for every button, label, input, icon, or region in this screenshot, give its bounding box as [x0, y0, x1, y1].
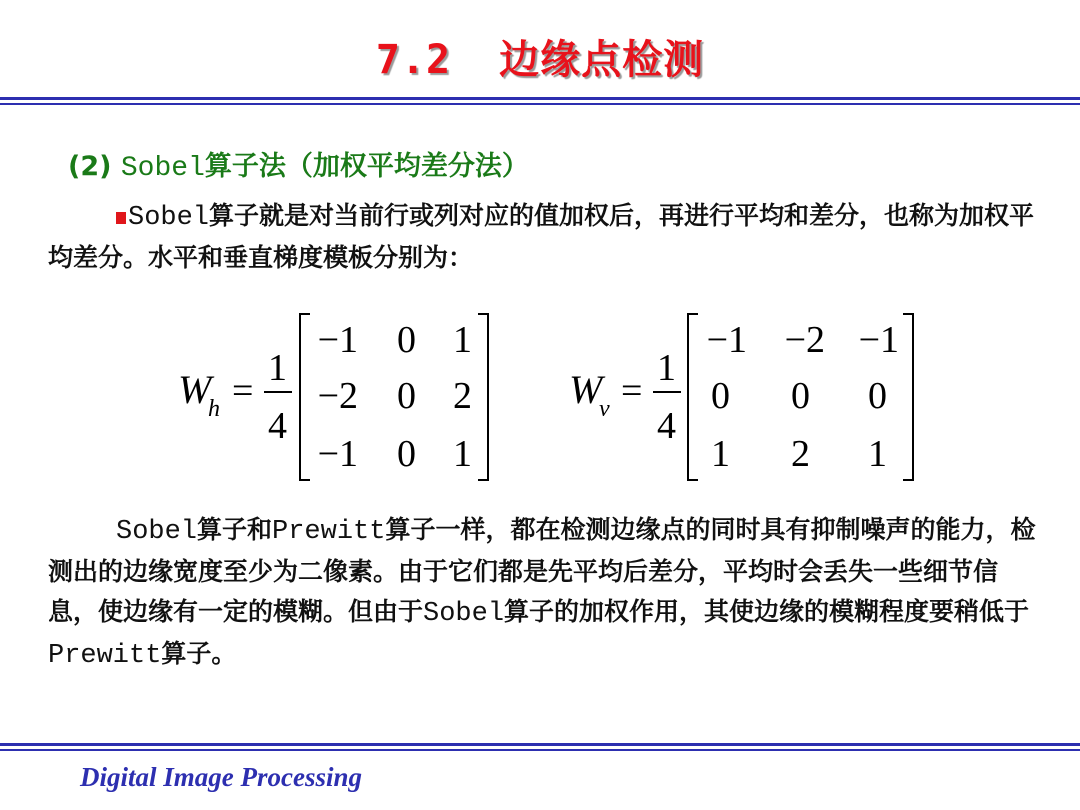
wv-frac-den: 4	[657, 405, 676, 447]
wh-right-bracket	[478, 314, 488, 480]
footer-course-title: Digital Image Processing	[80, 762, 362, 792]
p2-text-4: 算子。	[161, 639, 237, 668]
wv-cell: −1	[706, 319, 747, 361]
wv-cell: −2	[784, 319, 825, 361]
wh-cell: 0	[397, 375, 416, 417]
p2-mono-prewitt-2: Prewitt	[48, 641, 162, 671]
wv-eq: =	[621, 370, 643, 412]
p2-text-1: 算子和	[197, 515, 273, 544]
p2-mono-sobel-2: Sobel	[423, 599, 505, 629]
matrix-wv	[565, 308, 925, 488]
wh-cell: −1	[317, 433, 358, 475]
wv-cell: 1	[711, 433, 730, 475]
top-rule-thin	[0, 103, 1080, 105]
wv-cell: −1	[858, 319, 899, 361]
wh-frac-den: 4	[268, 405, 287, 447]
wv-right-bracket	[903, 314, 913, 480]
p1-text: 算子就是对当前行或列对应的值加权后，再进行平均和差分，也称为加权平均差分。水平和垂直梯度模板分别为：	[48, 201, 1035, 272]
matrix-wh	[170, 308, 500, 488]
wh-cell: 1	[453, 433, 472, 475]
bottom-rule	[0, 743, 1080, 746]
heading-rest: 算子法（加权平均差分法）	[204, 151, 529, 182]
wh-eq: =	[232, 370, 254, 412]
wv-left-bracket	[688, 314, 698, 480]
bullet-icon	[116, 212, 126, 224]
p2-text-2: 算子一样，都在检测边缘点的同时具有抑制噪声的能力，检测出的边缘宽度至少为二像素。由于它们都是先平均后差分，平均时会丢失一些细节信息，使边缘有一定的模糊。但由于	[48, 515, 1036, 626]
wv-cell: 0	[868, 375, 887, 417]
heading-prefix: (2)	[68, 151, 112, 182]
paragraph-intro	[48, 196, 1038, 278]
wh-frac-num: 1	[268, 347, 287, 389]
wh-cell: 0	[397, 319, 416, 361]
wv-cell: 2	[791, 433, 810, 475]
wv-cell: 0	[711, 375, 730, 417]
wh-subscript: h	[208, 396, 220, 422]
wh-left-bracket	[300, 314, 310, 480]
slide-title	[0, 28, 1080, 85]
top-rule	[0, 97, 1080, 100]
p2-text-3: 算子的加权作用，其使边缘的模糊程度要稍低于	[504, 597, 1030, 626]
wh-symbol: W	[178, 367, 212, 412]
bottom-rule-thin	[0, 749, 1080, 751]
section-heading	[68, 144, 529, 184]
title-number: 7.2	[375, 37, 452, 83]
title-text: 边缘点检测	[499, 37, 705, 83]
wv-symbol: W	[569, 367, 603, 412]
wv-subscript: v	[599, 396, 610, 422]
heading-mono: Sobel	[120, 153, 205, 184]
wv-cell: 0	[791, 375, 810, 417]
wh-cell: 2	[453, 375, 472, 417]
p2-mono-sobel: Sobel	[116, 517, 198, 547]
wh-cell: −1	[317, 319, 358, 361]
wv-frac-num: 1	[657, 347, 676, 389]
paragraph-comparison	[48, 510, 1038, 676]
wh-cell: 1	[453, 319, 472, 361]
wh-cell: −2	[317, 375, 358, 417]
wv-cell: 1	[868, 433, 887, 475]
p2-mono-prewitt: Prewitt	[272, 517, 386, 547]
wh-cell: 0	[397, 433, 416, 475]
p1-mono: Sobel	[128, 203, 210, 233]
